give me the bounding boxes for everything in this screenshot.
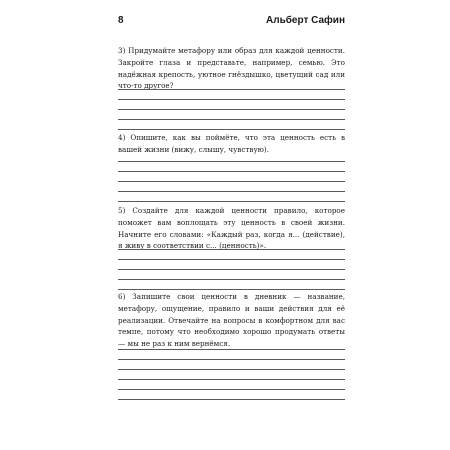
question-5-text: 5) Создайте для каждой ценности правило, которое поможет вам воплощать эту ценность в своей жизни. Начните его словами: «Каждый раз, когда я... (действие), я живу в соответствии с... (ценность)».: [118, 206, 345, 251]
page-header: [118, 15, 345, 29]
answer-line: [118, 349, 345, 350]
answer-line: [118, 99, 345, 100]
answer-line: [118, 279, 345, 280]
answer-line: [118, 269, 345, 270]
answer-line: [118, 171, 345, 172]
answer-line: [118, 389, 345, 390]
question-5: [118, 205, 345, 252]
question-6-text: 6) Запишите свои ценности в дневник — название, метафору, ощущение, правило и ваши действия для её реализации. Отвечайте на вопросы в комфортном для вас темпе, потому что необходимо хорошо продумать ответы — мы не раз к ним вернёмся.: [118, 292, 345, 349]
answer-line: [118, 191, 345, 192]
answer-line: [118, 399, 345, 400]
question-3-text: 3) Придумайте метафору или образ для каждой ценности. Закройте глаза и представьте, например, семью. Это надёжная крепость, уютное гнёздышко, цветущий сад или что-то другое?: [118, 46, 345, 91]
question-4-text: 4) Опишите, как вы поймёте, что эта ценность есть в вашей жизни (вижу, слышу, чувствую).: [118, 133, 345, 154]
question-6: [118, 291, 345, 350]
answer-line: [118, 129, 345, 130]
answer-line: [118, 109, 345, 110]
answer-line: [118, 201, 345, 202]
answer-line: [118, 379, 345, 380]
answer-line: [118, 359, 345, 360]
answer-line: [118, 161, 345, 162]
answer-line: [118, 181, 345, 182]
answer-line: [118, 369, 345, 370]
page-number: 8: [118, 15, 124, 26]
question-4: [118, 132, 345, 156]
answer-line: [118, 289, 345, 290]
answer-line: [118, 89, 345, 90]
answer-line: [118, 249, 345, 250]
answer-line: [118, 119, 345, 120]
answer-line: [118, 259, 345, 260]
running-head-author: Альберт Сафин: [266, 15, 345, 26]
question-3: [118, 45, 345, 92]
